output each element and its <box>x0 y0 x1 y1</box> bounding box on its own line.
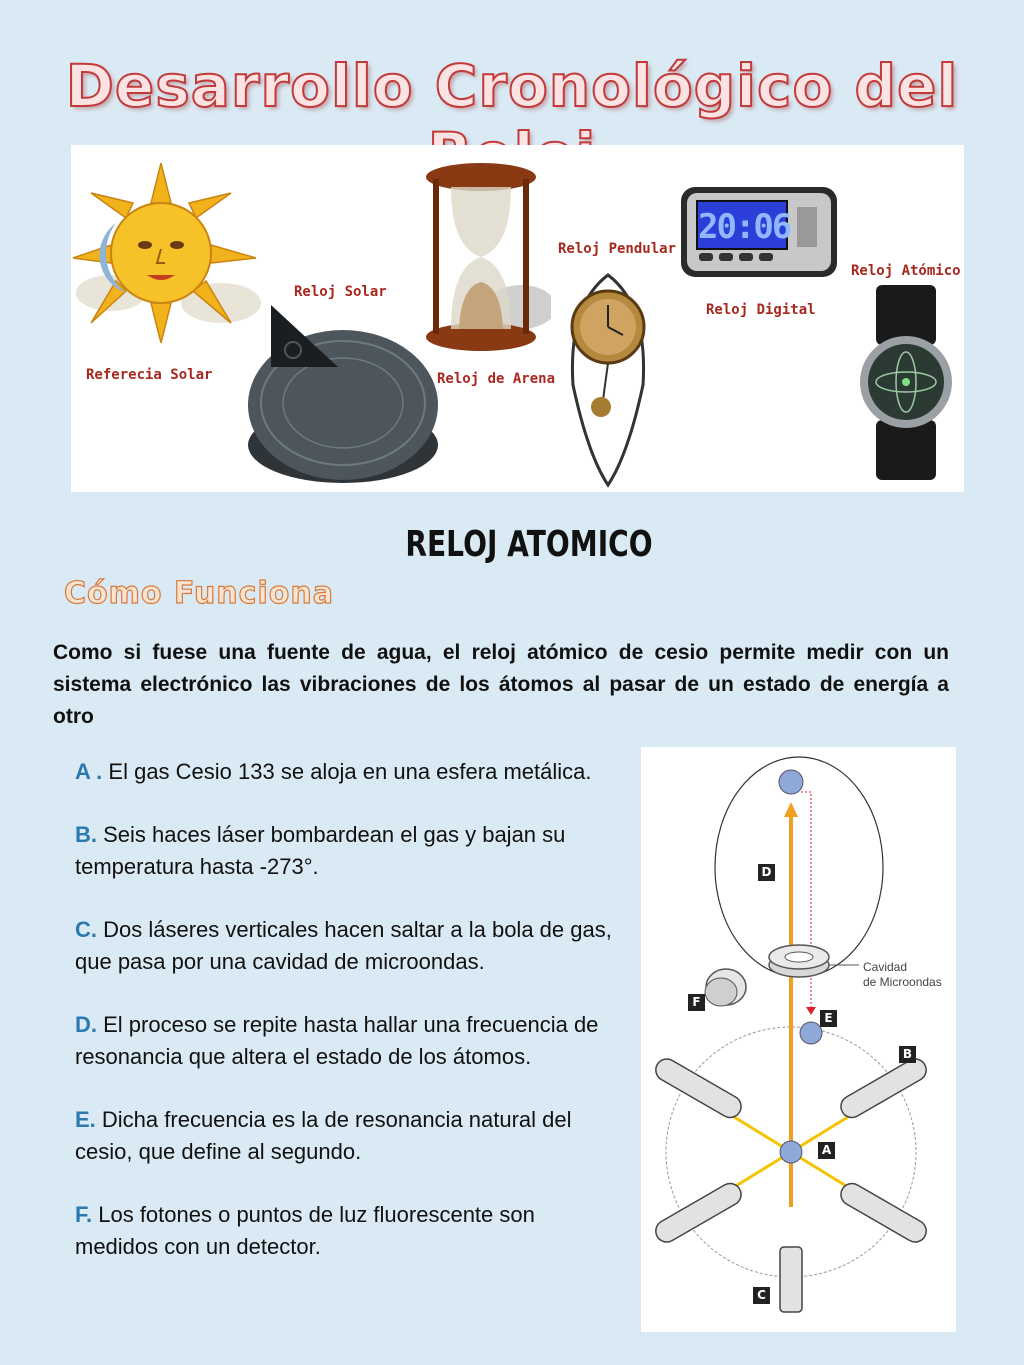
sun-icon <box>71 163 261 343</box>
atomic-clock-diagram <box>641 747 956 1332</box>
intro-paragraph: Como si fuese una fuente de agua, el reloj atómico de cesio permite medir con un sistema electrónico las vibraciones de los átomos al pasar de un estado de energía a otro <box>53 641 949 728</box>
step-d <box>75 1009 615 1073</box>
diagram-tag-a: A <box>818 1142 835 1159</box>
label-reloj-digital: Reloj Digital <box>706 302 816 318</box>
step-text: Dos láseres verticales hacen saltar a la bola de gas, que pasa por una cavidad de microondas. <box>75 917 612 974</box>
step-b <box>75 819 615 883</box>
diagram-tag-f: F <box>688 994 705 1011</box>
step-letter: D. <box>75 1012 97 1037</box>
step-a <box>75 756 615 788</box>
label-reloj-atomico: Reloj Atómico <box>851 263 961 279</box>
label-reloj-solar: Reloj Solar <box>294 284 387 300</box>
cavity-label-line1: Cavidad <box>863 960 908 974</box>
diagram-tag-d: D <box>758 864 775 881</box>
section-title: RELOJ ATOMICO <box>405 524 653 565</box>
step-letter: C. <box>75 917 97 942</box>
subtitle: Cómo Funciona <box>64 576 334 611</box>
step-letter: B. <box>75 822 97 847</box>
cavity-label-line2: de Microondas <box>863 975 942 989</box>
step-letter: A . <box>75 759 103 784</box>
label-reloj-arena: Reloj de Arena <box>437 371 556 387</box>
page-title: Desarrollo Cronológico del <box>65 52 959 120</box>
cavity-label <box>863 960 942 990</box>
step-letter: F. <box>75 1202 93 1227</box>
step-text: El gas Cesio 133 se aloja en una esfera metálica. <box>102 759 592 784</box>
step-e <box>75 1104 615 1168</box>
hourglass-icon <box>411 157 551 362</box>
diagram-tag-e: E <box>820 1010 837 1027</box>
diagram-tag-c: C <box>753 1287 770 1304</box>
step-letter: E. <box>75 1107 96 1132</box>
step-text: Los fotones o puntos de luz fluorescente son medidos con un detector. <box>75 1202 535 1259</box>
step-text: Seis haces láser bombardean el gas y bajan su temperatura hasta -273°. <box>75 822 566 879</box>
digital-clock-display: 20:06 <box>698 207 791 247</box>
step-f <box>75 1199 615 1263</box>
clock-history-banner <box>71 145 964 492</box>
diagram-tag-b: B <box>899 1046 916 1063</box>
label-reloj-pendular: Reloj Pendular <box>558 241 677 257</box>
label-referencia-solar: Referecia Solar <box>86 367 213 383</box>
step-text: El proceso se repite hasta hallar una frecuencia de resonancia que altera el estado de los átomos. <box>75 1012 599 1069</box>
pendulum-clock-icon <box>563 265 653 495</box>
steps-list <box>75 756 615 1294</box>
step-text: Dicha frecuencia es la de resonancia natural del cesio, que define al segundo. <box>75 1107 572 1164</box>
atomic-watch-icon <box>851 285 961 480</box>
step-c <box>75 914 615 978</box>
atomic-clock-illustration <box>641 747 956 1332</box>
